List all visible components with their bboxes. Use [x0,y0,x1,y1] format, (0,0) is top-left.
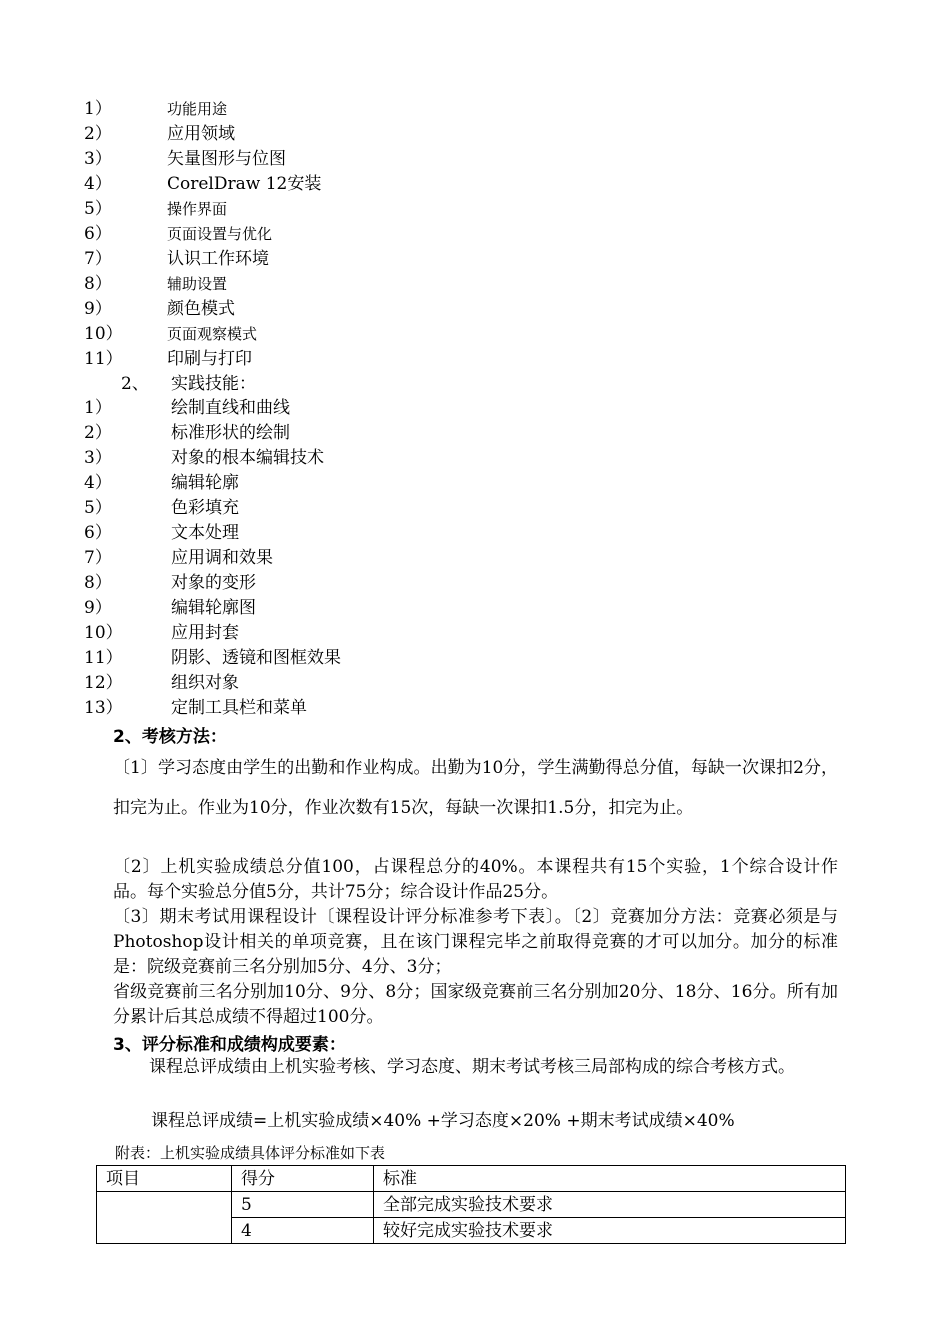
practice-item-number: 11） [84,648,123,668]
theory-item-text: 操作界面 [167,200,228,218]
theory-item-text: CorelDraw 12安装 [167,174,322,194]
assessment-heading: 2、考核方法： [113,727,227,747]
theory-item-number: 10） [84,324,123,344]
practice-heading-number: 2、 [121,374,149,394]
practice-item-number: 3） [84,448,112,468]
grading-formula: 课程总评成绩=上机实验成绩×40% +学习态度×20% +期末考试成绩×40% [151,1111,735,1131]
theory-item-number: 5） [84,199,112,219]
practice-item-text: 应用调和效果 [171,548,273,568]
assessment-paragraph-1: 〔1〕学习态度由学生的出勤和作业构成。出勤为10分，学生满勤得总分值，每缺一次课扣2分，扣完为止。作业为10分，作业次数有15次，每缺一次课扣1.5分，扣完为止。 [113,758,838,818]
practice-item-number: 4） [84,473,112,493]
practice-item-number: 6） [84,523,112,543]
table-header-cell: 标准 [374,1166,846,1192]
practice-item-number: 2） [84,423,112,443]
table-cell: 全部完成实验技术要求 [374,1192,846,1218]
practice-item-number: 9） [84,598,112,618]
practice-item-number: 5） [84,498,112,518]
theory-item-text: 辅助设置 [167,275,228,293]
theory-item-text: 页面设置与优化 [167,225,273,243]
table-row [97,1192,846,1218]
practice-item-number: 8） [84,573,112,593]
practice-item-text: 对象的变形 [171,573,256,593]
practice-item-text: 对象的根本编辑技术 [171,448,324,468]
table-caption: 附表：上机实验成绩具体评分标准如下表 [115,1144,386,1162]
scoring-table [96,1165,846,1244]
practice-item-text: 组织对象 [171,673,239,693]
theory-item-text: 矢量图形与位图 [167,149,286,169]
theory-item-text: 应用领域 [167,124,235,144]
table-cell: 4 [232,1218,374,1244]
practice-item-text: 阴影、透镜和图框效果 [171,648,341,668]
theory-item-text: 功能用途 [167,100,228,118]
theory-item-text: 颜色模式 [167,299,235,319]
practice-item-number: 10） [84,623,123,643]
practice-item-text: 编辑轮廓 [171,473,239,493]
practice-item-text: 色彩填充 [171,498,239,518]
table-header-cell: 项目 [97,1166,232,1192]
theory-item-number: 9） [84,299,112,319]
assessment-paragraph-2: 〔2〕上机实验成绩总分值100，占课程总分的40%。本课程共有15个实验，1个综合设计作品。每个实验总分值5分，共计75分；综合设计作品25分。 [113,857,838,902]
grading-paragraph: 课程总评成绩由上机实验考核、学习态度、期末考试考核三局部构成的综合考核方式。 [149,1057,795,1077]
table-header-row [97,1166,846,1192]
practice-item-number: 12） [84,673,123,693]
theory-item-number: 8） [84,274,112,294]
table-cell: 5 [232,1192,374,1218]
practice-item-text: 绘制直线和曲线 [171,398,290,418]
table-cell [97,1192,232,1244]
practice-item-text: 定制工具栏和菜单 [171,698,307,718]
practice-item-number: 1） [84,398,112,418]
theory-item-text: 认识工作环境 [167,249,269,269]
theory-item-number: 3） [84,149,112,169]
practice-item-number: 13） [84,698,123,718]
theory-item-number: 4） [84,174,112,194]
theory-item-number: 7） [84,249,112,269]
practice-heading-text: 实践技能： [171,374,256,394]
practice-item-text: 文本处理 [171,523,239,543]
assessment-paragraph-4: 省级竞赛前三名分别加10分、9分、8分；国家级竞赛前三名分别加20分、18分、16分。所有加分累计后其总成绩不得超过100分。 [113,982,838,1027]
practice-item-text: 编辑轮廓图 [171,598,256,618]
theory-item-text: 印刷与打印 [167,349,252,369]
practice-item-text: 应用封套 [171,623,239,643]
theory-item-number: 6） [84,224,112,244]
practice-item-number: 7） [84,548,112,568]
table-header-cell: 得分 [232,1166,374,1192]
theory-item-number: 1） [84,99,112,119]
theory-item-number: 11） [84,349,123,369]
assessment-paragraph-3: 〔3〕期末考试用课程设计〔课程设计评分标准参考下表〕。〔2〕竞赛加分方法：竞赛必须是与Photoshop设计相关的单项竞赛，且在该门课程完毕之前取得竞赛的才可以加分。加分的标准是：院级竞赛前三名分别加5分、4分、3分； [113,907,838,977]
theory-item-number: 2） [84,124,112,144]
table-cell: 较好完成实验技术要求 [374,1218,846,1244]
grading-heading: 3、评分标准和成绩构成要素： [113,1035,346,1055]
theory-item-text: 页面观察模式 [167,325,258,343]
practice-item-text: 标准形状的绘制 [171,423,290,443]
